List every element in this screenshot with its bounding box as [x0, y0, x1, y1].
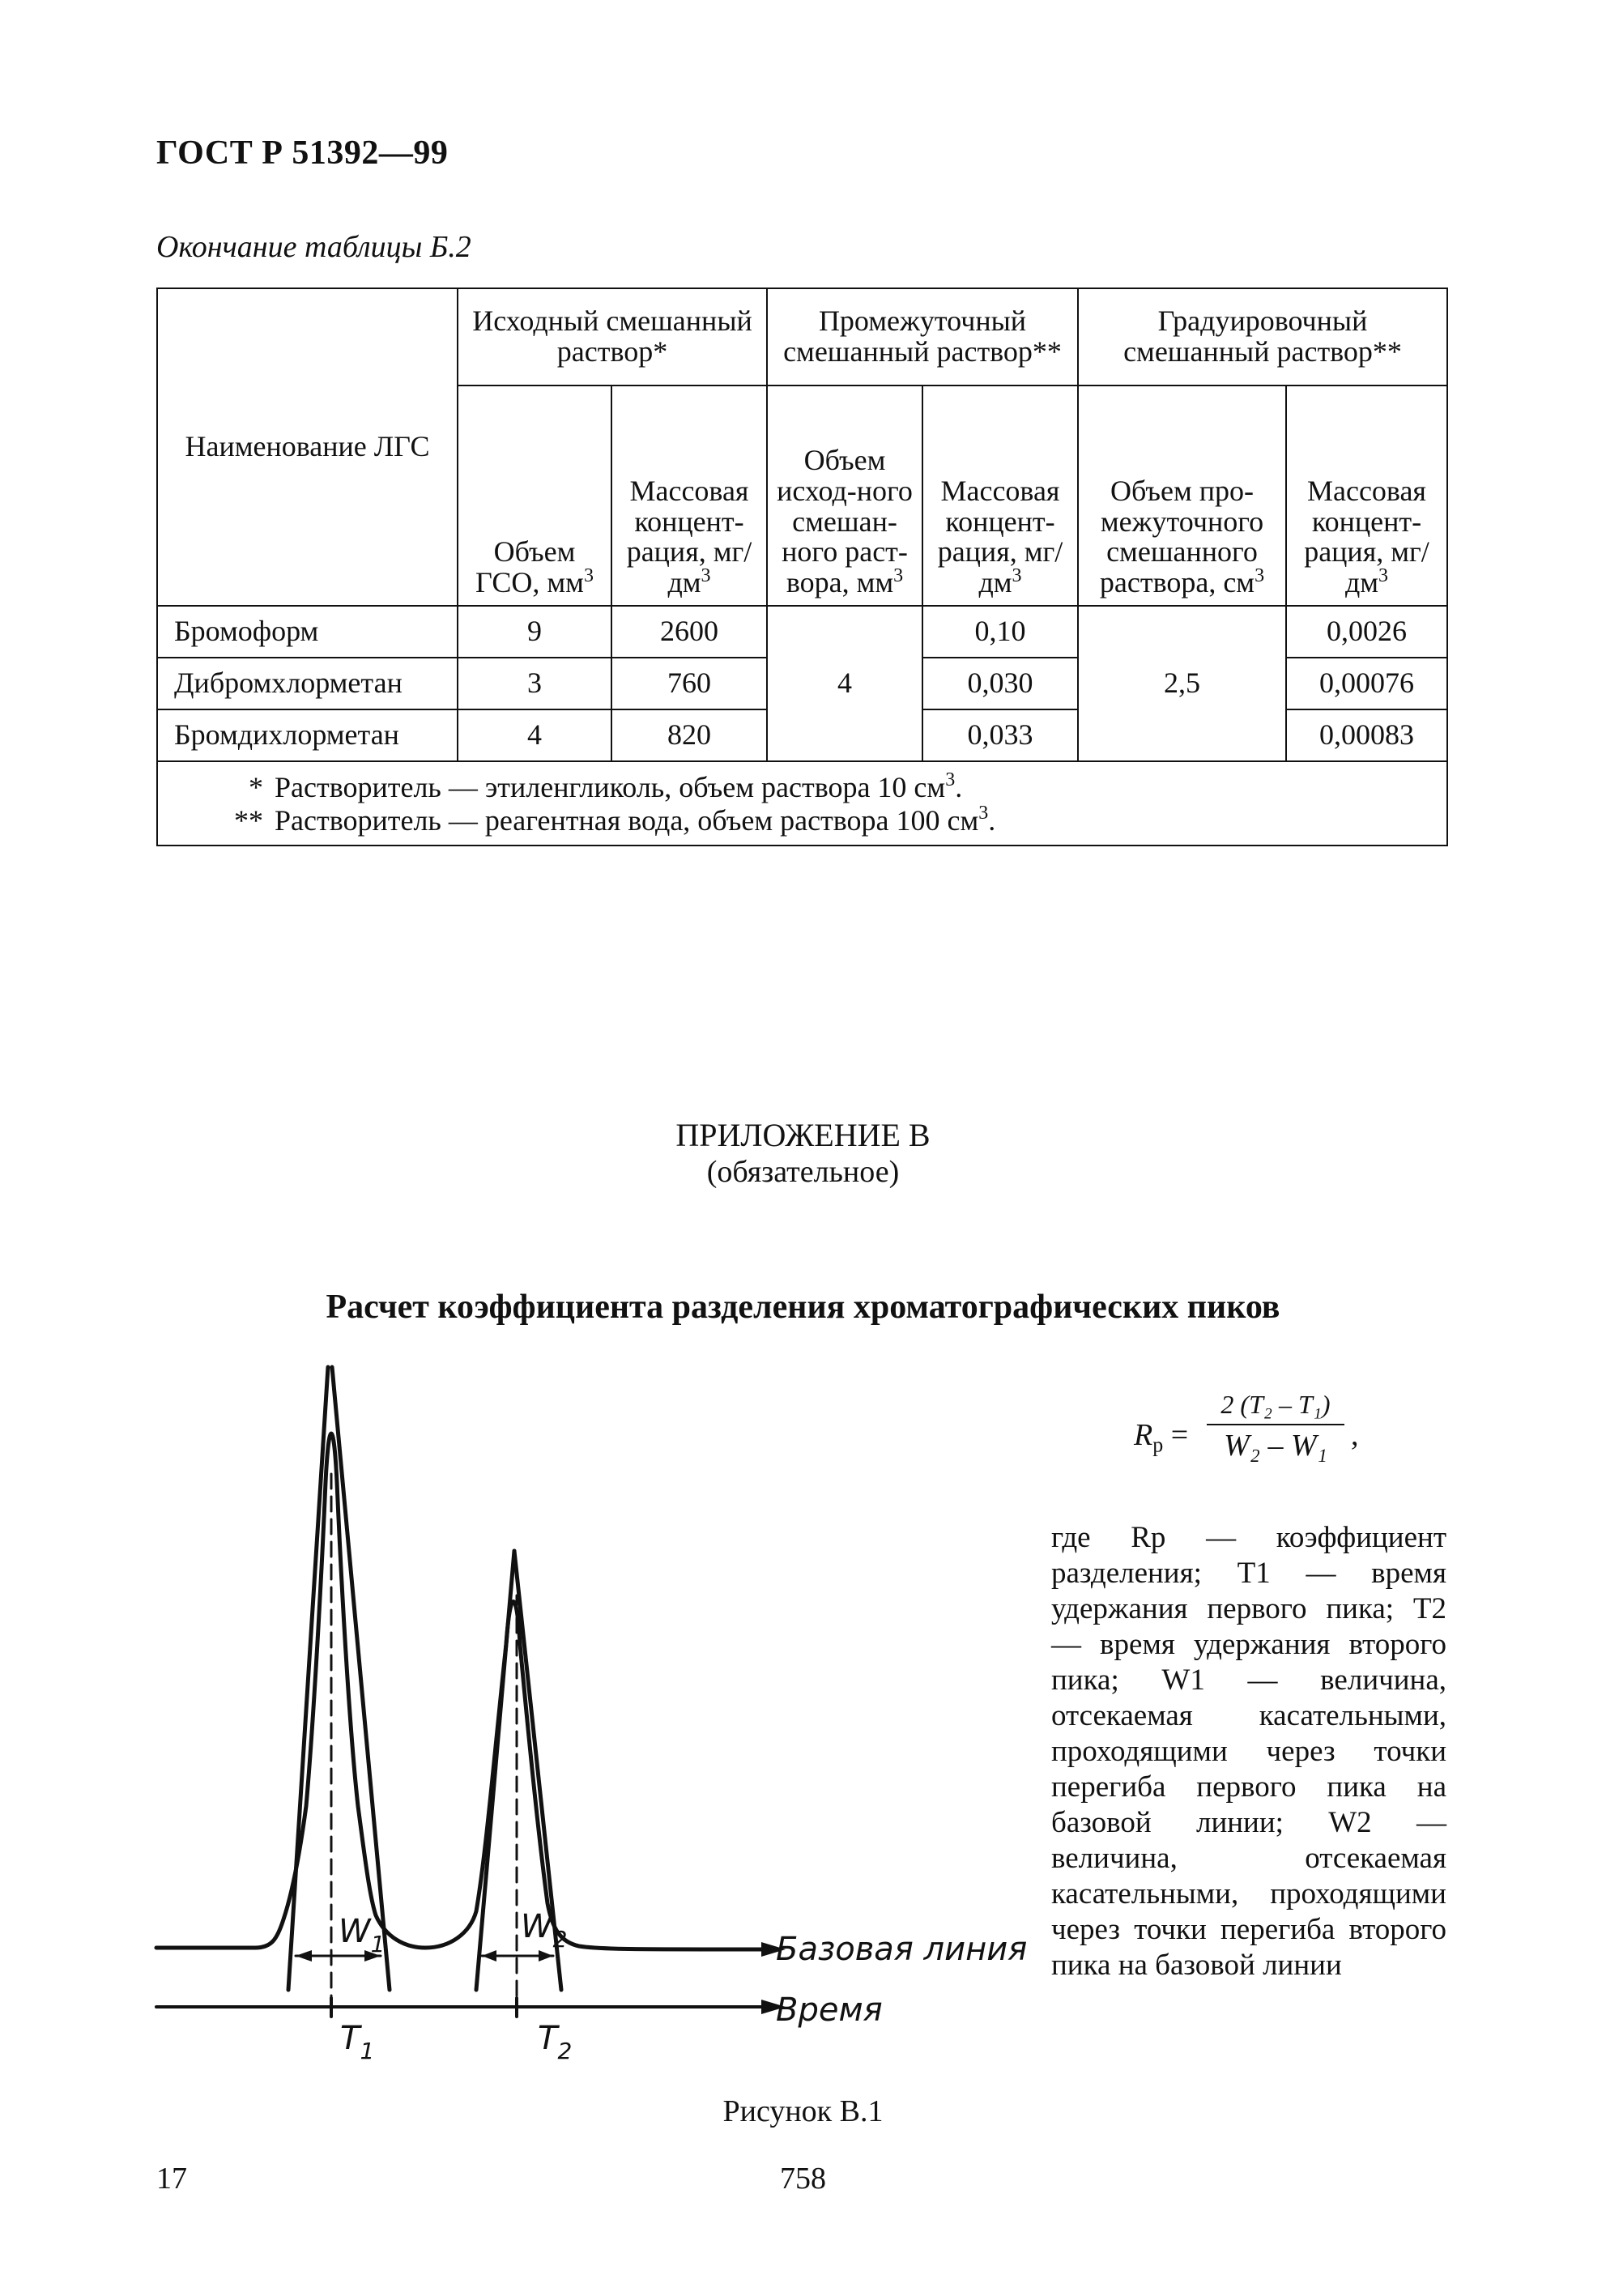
header-group-source: Исходный смешанный раствор* — [458, 288, 767, 386]
resolution-formula — [1134, 1387, 1385, 1484]
cell-conc3: 0,0026 — [1286, 606, 1447, 658]
formula-comma: , — [1351, 1418, 1359, 1452]
header-group-intermediate: Промежуточный смешанный раствор** — [767, 288, 1078, 386]
w1-arrowhead-left — [296, 1950, 312, 1962]
header-mass-conc-1: Массовая концент-рация, $мг/дм^3$ — [611, 386, 767, 606]
cell-conc3: 0,00083 — [1286, 709, 1447, 761]
header-vol-gso: Объем ГСО, $мм^3$ — [458, 386, 611, 606]
header-name: Наименование ЛГС — [157, 288, 458, 606]
cell-conc3: 0,00076 — [1286, 658, 1447, 709]
cell-vol: 4 — [458, 709, 611, 761]
baseline-label: Базовая линия — [776, 1931, 1028, 1968]
header-group-calibration: Градуировочный смешанный раствор** — [1078, 288, 1447, 386]
w1-label: $W_1$ — [339, 1913, 386, 1957]
cell-vol: 9 — [458, 606, 611, 658]
w2-arrowhead-left — [482, 1950, 496, 1962]
cell-conc1: 760 — [611, 658, 767, 709]
cell-conc2: 0,030 — [922, 658, 1078, 709]
header-mass-conc-2: Массовая концент-рация, $мг/дм^3$ — [922, 386, 1078, 606]
t1-label: $T_1$ — [340, 2020, 375, 2064]
document-header: ГОСТ Р 51392—99 — [156, 134, 449, 172]
cell-name: Бромдихлорметан — [157, 709, 458, 761]
page-number-left: 17 — [156, 2162, 187, 2196]
table-footnotes-row — [157, 761, 1447, 846]
w2-arrowhead-right — [539, 1950, 553, 1962]
header-vol-source: Объем исход-ного смешан-ного раст-вора, $мм^3$ — [767, 386, 922, 606]
page-number-center: 758 — [780, 2162, 826, 2196]
formula-denominator: W₂ – W₁ — [1224, 1429, 1327, 1463]
footnote: ** Растворитель — реагентная вода, объем раствора 100 $см^3$. — [234, 803, 996, 837]
cell-vol-intermediate: 2,5 — [1078, 606, 1286, 761]
header-mass-conc-3: Массовая концент-рация, $мг/дм^3$ — [1286, 386, 1447, 606]
cell-conc1: 2600 — [611, 606, 767, 658]
cell-vol: 3 — [458, 658, 611, 709]
w2-label: $W_2$ — [521, 1908, 568, 1953]
chromatogram-curve — [156, 1433, 761, 1949]
tangent-right-1 — [332, 1367, 390, 1990]
chromatogram-figure — [146, 1352, 1045, 2065]
cell-conc2: 0,10 — [922, 606, 1078, 658]
cell-name: Дибромхлорметан — [157, 658, 458, 709]
appendix-title: ПРИЛОЖЕНИЕ В — [675, 1117, 931, 1153]
formula-explanation: где Rр — коэффициент разделения; T1 — время удержания первого пика; T2 — время удержания второго пика; W1 — величина, отсекаемая касательными, проходящими через точки перегиба первого пика на базовой линии; W2 — величина, отсекаемая касательными, проходящими через точки перегиба второго пика на базовой линии — [1051, 1521, 1446, 1982]
table-footnotes — [157, 761, 1447, 846]
header-vol-intermediate: Объем про-межуточного смешанного раствора, $см^3$ — [1078, 386, 1286, 606]
footnote: * Растворитель — этиленгликоль, объем раствора 10 $см^3$. — [249, 769, 963, 803]
formula-lhs: $R_р$ = — [1134, 1418, 1189, 1457]
figure-caption: Рисунок В.1 — [722, 2094, 884, 2128]
table-row — [157, 606, 1447, 658]
section-title: Расчет коэффициента разделения хроматографических пиков — [326, 1289, 1280, 1326]
time-label: Время — [776, 1991, 883, 2029]
formula-fraction — [1207, 1387, 1344, 1464]
cell-vol-source: 4 — [767, 606, 922, 761]
table-header-row — [157, 288, 1447, 386]
cell-conc1: 820 — [611, 709, 767, 761]
appendix-subtitle: (обязательное) — [706, 1155, 900, 1189]
formula-numerator: 2 (T₂ – T₁) — [1220, 1390, 1331, 1419]
table-caption: Окончание таблицы Б.2 — [156, 230, 471, 264]
t2-label: $T_2$ — [538, 2020, 573, 2064]
tangent-left-2 — [476, 1551, 514, 1990]
tangent-left-1 — [288, 1367, 328, 1990]
cell-name: Бромоформ — [157, 606, 458, 658]
cell-conc2: 0,033 — [922, 709, 1078, 761]
data-table — [156, 288, 1448, 846]
